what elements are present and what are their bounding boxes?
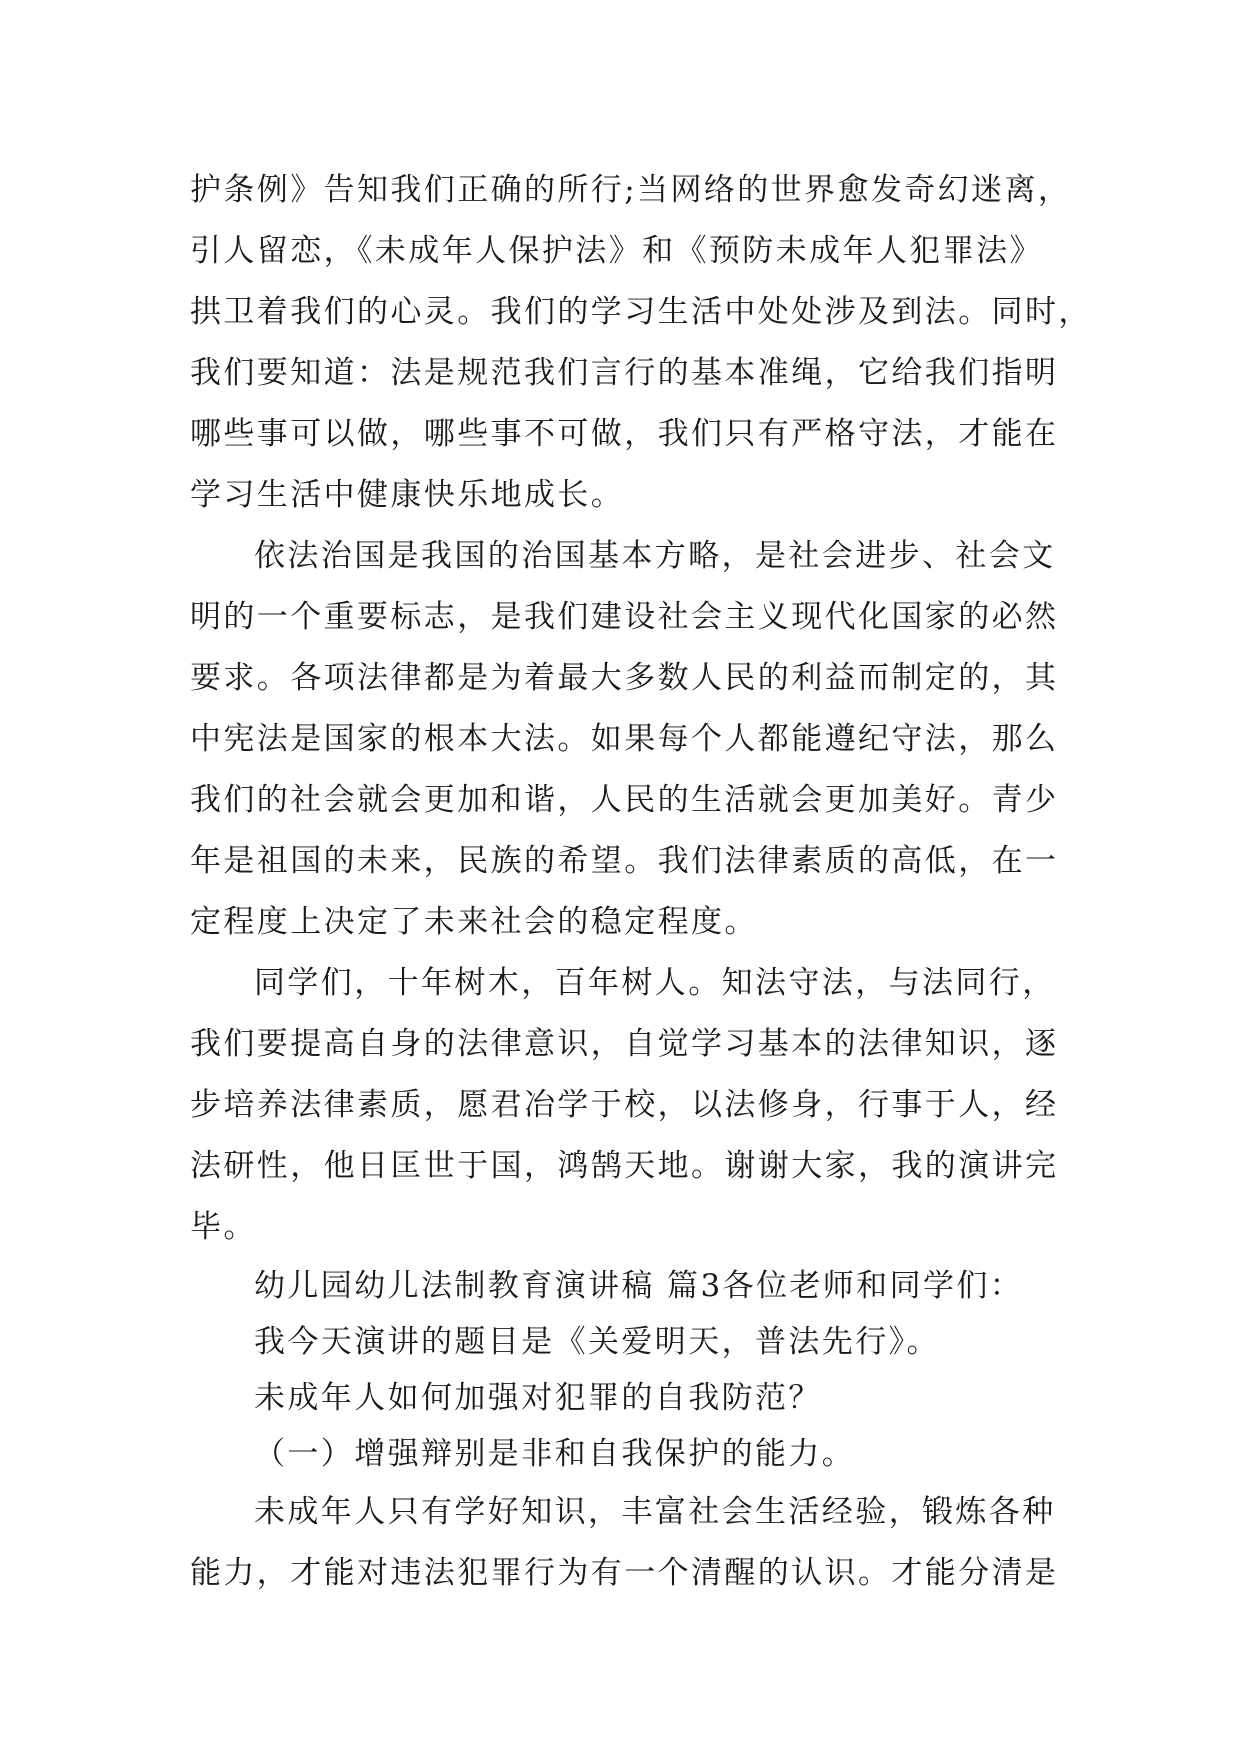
document-body	[190, 160, 1092, 1604]
text-line: 能力，才能对违法犯罪行为有一个清醒的认识。才能分清是	[190, 1555, 1059, 1591]
text-line: 我们要提高自身的法律意识，自觉学习基本的法律知识，逐	[190, 1026, 1059, 1062]
text-line: 幼儿园幼儿法制教育演讲稿 篇3各位老师和同学们：	[254, 1268, 1024, 1304]
text-line: 我今天演讲的题目是《关爱明天，普法先行》。	[254, 1324, 940, 1360]
text-line: 年是祖国的未来，民族的希望。我们法律素质的高低，在一	[190, 843, 1059, 879]
text-line: 中宪法是国家的根本大法。如果每个人都能遵纪守法，那么	[190, 721, 1059, 757]
text-line: 毕。	[190, 1209, 257, 1245]
text-line: 明的一个重要标志，是我们建设社会主义现代化国家的必然	[190, 599, 1059, 635]
text-line: 引人留恋，《未成年人保护法》和《预防未成年人犯罪法》	[190, 233, 1043, 269]
text-line: 同学们，十年树木，百年树人。知法守法，与法同行，	[254, 965, 1056, 1001]
text-line: 哪些事可以做，哪些事不可做，我们只有严格守法，才能在	[190, 416, 1059, 452]
text-line: 步培养法律素质，愿君冶学于校，以法修身，行事于人，经	[190, 1087, 1059, 1123]
text-line: 未成年人如何加强对犯罪的自我防范？	[254, 1380, 822, 1416]
text-line: 依法治国是我国的治国基本方略，是社会进步、社会文	[254, 538, 1056, 574]
text-line: 拱卫着我们的心灵。我们的学习生活中处处涉及到法。同时，	[190, 294, 1092, 330]
text-line: 我们要知道：法是规范我们言行的基本准绳，它给我们指明	[190, 355, 1059, 391]
text-line: （一）增强辩别是非和自我保护的能力。	[254, 1436, 856, 1472]
text-line: 要求。各项法律都是为着最大多数人民的利益而制定的，其	[190, 660, 1059, 696]
text-line: 学习生活中健康快乐地成长。	[190, 477, 625, 513]
text-line: 未成年人只有学好知识，丰富社会生活经验，锻炼各种	[254, 1494, 1056, 1530]
text-line: 我们的社会就会更加和谐，人民的生活就会更加美好。青少	[190, 782, 1059, 818]
text-line: 护条例》告知我们正确的所行;当网络的世界愈发奇幻迷离，	[190, 172, 1072, 208]
text-line: 定程度上决定了未来社会的稳定程度。	[190, 904, 758, 940]
text-line: 法研性，他日匡世于国，鸿鹄天地。谢谢大家，我的演讲完	[190, 1148, 1059, 1184]
